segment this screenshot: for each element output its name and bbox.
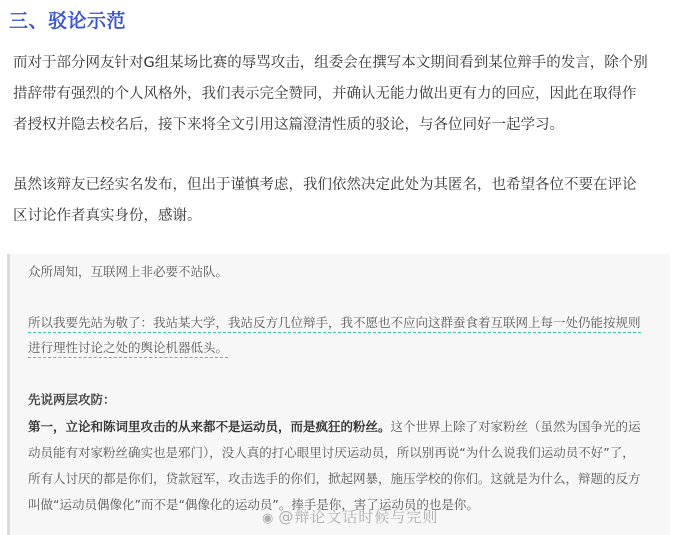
paragraph-line: 而对于部分网友针对G组某场比赛的辱骂攻击，组委会在撰写本文期间看到某位辩手的发言，除个别 <box>13 55 648 71</box>
watermark <box>262 506 438 527</box>
watermark-text: @辩论文话时候与完则 <box>278 508 439 526</box>
highlight-line: 进行理性讨论之处的舆论机器低头。 <box>28 340 228 358</box>
paragraph-line: 措辞带有强烈的个人风格外，我们表示完全赞同，并确认无能力做出更有力的回应，因此在取得作 <box>13 86 637 102</box>
highlight-line: 所以我要先站为敬了：我站某大学，我站反方几位辩手，我不愿也不应向这群蚕食着互联网上每一处仍能按规则 <box>28 315 641 333</box>
body-line: 所有人讨厌的都是你们，贷款冠军，攻击选手的你们，掀起网暴，施压学校的你们。这就是为什么，辩题的反方 <box>28 471 641 486</box>
quote-subheading: 先说两层攻防： <box>28 392 116 407</box>
paragraph-line: 者授权并隐去校名后，接下来将全文引用这篇澄清性质的驳论，与各位同好一起学习。 <box>13 117 564 133</box>
body-line: 动员能有对家粉丝确实也是邪门），没人真的打心眼里讨厌运动员，所以别再说“为什么说我们运动员不好”了， <box>28 445 635 460</box>
quote-body <box>28 414 668 518</box>
quote-opening-line: 众所周知，互联网上非必要不站队。 <box>28 264 229 279</box>
anonymity-paragraph <box>13 170 669 232</box>
intro-paragraph <box>13 48 669 141</box>
highlighted-statement <box>28 310 641 360</box>
weibo-icon: ◉ <box>262 511 275 526</box>
paragraph-line: 区讨论作者真实身份，感谢。 <box>13 208 202 224</box>
body-line: 叫做“运动员偶像化”而不是“偶像化的运动员”。捧手是你，害了运动员的也是你。 <box>28 497 479 512</box>
bold-point: 第一，立论和陈词里攻击的从来都不是运动员，而是疯狂的粉丝。 <box>28 419 391 434</box>
section-title: 三、驳论示范 <box>9 10 127 32</box>
paragraph-line: 虽然该辩友已经实名发布，但出于谨慎考虑，我们依然决定此处为其匿名，也希望各位不要在评论 <box>13 177 637 193</box>
body-text: 这个世界上除了对家粉丝（虽然为国争光的运 <box>390 419 641 434</box>
quoted-rebuttal-block <box>7 254 670 535</box>
